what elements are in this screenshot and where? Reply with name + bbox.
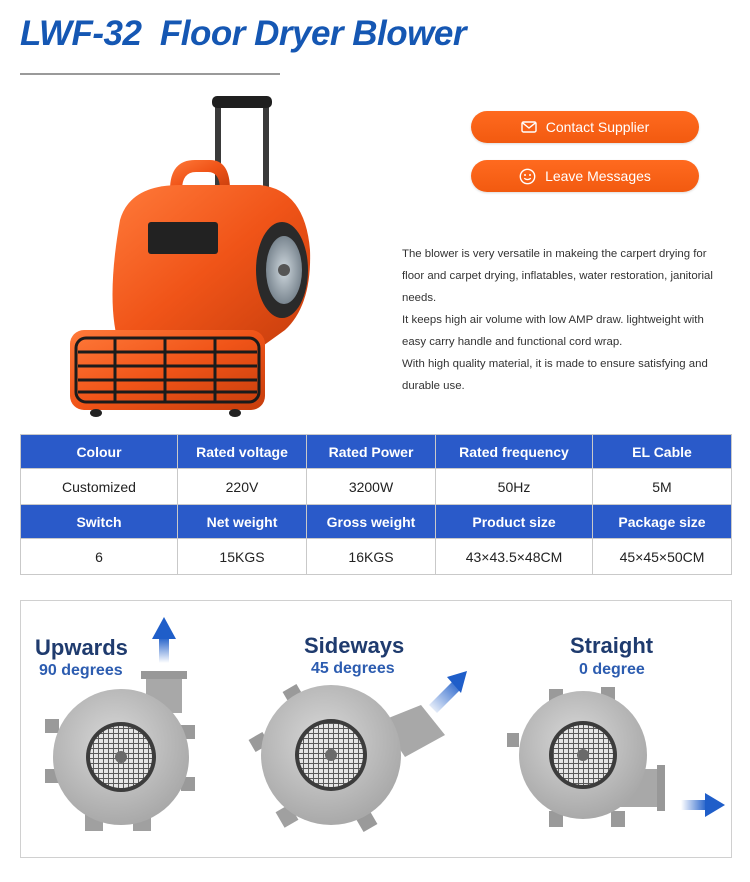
angle-label-upwards: Upwards bbox=[35, 635, 128, 660]
table-header-cell: Package size bbox=[593, 505, 732, 539]
table-cell: 3200W bbox=[307, 469, 436, 505]
description-paragraph: It keeps high air volume with low AMP draw. lightweight with easy carry handle and functional cord wrap. bbox=[402, 314, 704, 348]
table-cell: 50Hz bbox=[436, 469, 593, 505]
contact-supplier-button[interactable] bbox=[471, 111, 699, 143]
leave-messages-button[interactable] bbox=[471, 160, 699, 192]
arrow-up-icon bbox=[152, 617, 176, 663]
product-description bbox=[402, 243, 720, 397]
table-cell: 45×45×50CM bbox=[593, 539, 732, 575]
table-header-cell: Rated voltage bbox=[178, 435, 307, 469]
title-divider bbox=[20, 73, 280, 75]
angle-label-straight: Straight bbox=[570, 633, 654, 658]
blower-angles-panel bbox=[20, 600, 732, 858]
table-header-cell: Gross weight bbox=[307, 505, 436, 539]
table-cell: 16KGS bbox=[307, 539, 436, 575]
description-paragraph: With high quality material, it is made to ensure satisfying and durable use. bbox=[402, 358, 708, 392]
table-cell: Customized bbox=[21, 469, 178, 505]
blower-straight-figure bbox=[507, 687, 665, 827]
blower-upwards-figure bbox=[45, 671, 195, 831]
table-header-cell: Rated Power bbox=[307, 435, 436, 469]
table-cell: 15KGS bbox=[178, 539, 307, 575]
table-header-cell: Colour bbox=[21, 435, 178, 469]
table-cell: 43×43.5×48CM bbox=[436, 539, 593, 575]
angle-label-sideways: Sideways bbox=[304, 633, 405, 658]
table-cell: 6 bbox=[21, 539, 178, 575]
arrow-diagonal-icon bbox=[429, 671, 467, 713]
table-header-cell: Rated frequency bbox=[436, 435, 593, 469]
table-header-cell: EL Cable bbox=[593, 435, 732, 469]
product-image bbox=[60, 90, 320, 420]
table-header-row bbox=[21, 435, 732, 469]
table-header-cell: Switch bbox=[21, 505, 178, 539]
leave-messages-label: Leave Messages bbox=[545, 168, 651, 184]
blower-angles-illustration bbox=[21, 601, 731, 857]
table-row bbox=[21, 469, 732, 505]
angle-degrees-sideways: 45 degrees bbox=[311, 660, 395, 677]
page-title: LWF-32 Floor Dryer Blower bbox=[20, 14, 466, 53]
spec-table bbox=[20, 434, 732, 575]
table-header-cell: Product size bbox=[436, 505, 593, 539]
contact-supplier-label: Contact Supplier bbox=[545, 119, 650, 135]
table-header-cell: Net weight bbox=[178, 505, 307, 539]
arrow-right-icon bbox=[681, 793, 725, 817]
angle-degrees-straight: 0 degree bbox=[579, 661, 645, 678]
blower-sideways-figure bbox=[249, 684, 445, 832]
table-cell: 5M bbox=[593, 469, 732, 505]
table-cell: 220V bbox=[178, 469, 307, 505]
angle-degrees-upwards: 90 degrees bbox=[39, 662, 123, 679]
table-header-row bbox=[21, 505, 732, 539]
smile-icon bbox=[519, 168, 536, 185]
mail-icon bbox=[521, 121, 537, 133]
description-paragraph: The blower is very versatile in makeing the carpert drying for floor and carpet drying, inflatables, water restoration, janitorial needs. bbox=[402, 248, 713, 304]
table-row bbox=[21, 539, 732, 575]
